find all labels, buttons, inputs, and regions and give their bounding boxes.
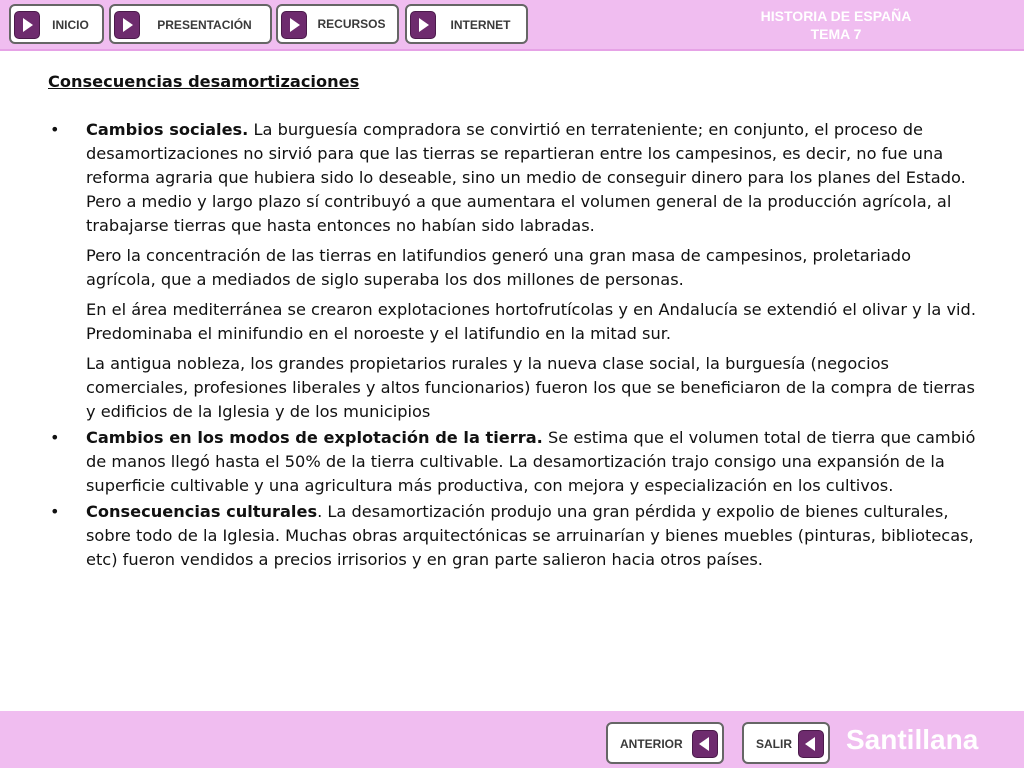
anterior-label: ANTERIOR bbox=[620, 737, 683, 751]
bullet-extra-paragraph: Pero la concentración de las tierras en latifundios generó una gran masa de campesinos, proletariado agrícola, que a mediados de siglo superaba los dos millones de personas. bbox=[86, 246, 911, 289]
recursos-label: RECURSOS bbox=[317, 17, 386, 31]
play-right-icon bbox=[14, 11, 40, 39]
slide-content bbox=[48, 70, 978, 578]
bullet-dot: • bbox=[50, 428, 60, 447]
bullet-extra-paragraph: La antigua nobleza, los grandes propietarios rurales y la nueva clase social, la burguesía (negocios comerciales, profesiones liberales y altos funcionarios) fueron los que se beneficiaron de la compra de tierras y edificios de la Iglesia y de los municipios bbox=[86, 354, 975, 421]
bullet-modos-explotacion bbox=[48, 426, 978, 498]
salir-button[interactable] bbox=[742, 722, 830, 764]
salir-label: SALIR bbox=[756, 737, 792, 751]
top-navigation-bar bbox=[0, 0, 1024, 51]
inicio-label: INICIO bbox=[52, 18, 89, 32]
presentacion-button[interactable] bbox=[109, 4, 272, 44]
bullet-paragraph bbox=[86, 500, 978, 572]
anterior-button[interactable] bbox=[606, 722, 724, 764]
bullet-text: . La desamortización produjo una gran pérdida y expolio de bienes culturales, sobre todo de la Iglesia. Muchas obras arquitectónicas se arruinarían y bienes muebles (pinturas, bibliotecas, etc) fueron vendidos a precios irrisorios y en gran parte salieron hacia otros países. bbox=[86, 502, 974, 569]
play-left-icon bbox=[692, 730, 718, 758]
bullet-text: La burguesía compradora se convirtió en terrateniente; en conjunto, el proceso de desamortizaciones no sirvió para que las tierras se repartieran entre los campesinos, es decir, no fue una reforma agraria que hubiera sido lo deseable, sino un medio de conseguir dinero para los planes del Estado. Pero a medio y largo plazo sí contribuyó a que aumentara el volumen general de la producción agrícola, al trabajarse tierras que hasta entonces no habían sido labradas. bbox=[86, 120, 966, 235]
course-title bbox=[720, 7, 952, 43]
course-title-line1: HISTORIA DE ESPAÑA bbox=[760, 8, 912, 24]
bullet-consecuencias-culturales bbox=[48, 500, 978, 572]
bullet-paragraph bbox=[86, 118, 978, 238]
play-right-icon bbox=[281, 11, 307, 39]
santillana-logo: Santillana bbox=[846, 724, 979, 755]
internet-label: INTERNET bbox=[450, 18, 511, 32]
page-title: Consecuencias desamortizaciones bbox=[48, 72, 360, 91]
inicio-button[interactable] bbox=[9, 4, 104, 44]
play-left-icon bbox=[798, 730, 824, 758]
bullet-extra-paragraph: En el área mediterránea se crearon explotaciones hortofrutícolas y en Andalucía se extendió el olivar y la vid. Predominaba el minifundio en el noroeste y el latifundio en la mitad sur. bbox=[86, 300, 976, 343]
presentacion-label: PRESENTACIÓN bbox=[157, 18, 252, 32]
recursos-button[interactable] bbox=[276, 4, 399, 44]
bullet-dot: • bbox=[50, 502, 60, 521]
bullet-title: Cambios en los modos de explotación de la tierra. bbox=[86, 428, 543, 447]
bullet-cambios-sociales bbox=[48, 118, 978, 424]
bullet-title: Consecuencias culturales bbox=[86, 502, 318, 521]
internet-button[interactable] bbox=[405, 4, 528, 44]
bullet-title: Cambios sociales. bbox=[86, 120, 249, 139]
course-title-line2: TEMA 7 bbox=[810, 26, 862, 42]
bullet-paragraph bbox=[86, 426, 978, 498]
bullet-dot: • bbox=[50, 120, 60, 139]
bullet-text: Se estima que el volumen total de tierra que cambió de manos llegó hasta el 50% de la tierra cultivable. La desamortización trajo consigo una expansión de la superficie cultivable y una agricultura más productiva, con mejora y especialización en los cultivos. bbox=[86, 428, 976, 495]
play-right-icon bbox=[410, 11, 436, 39]
play-right-icon bbox=[114, 11, 140, 39]
